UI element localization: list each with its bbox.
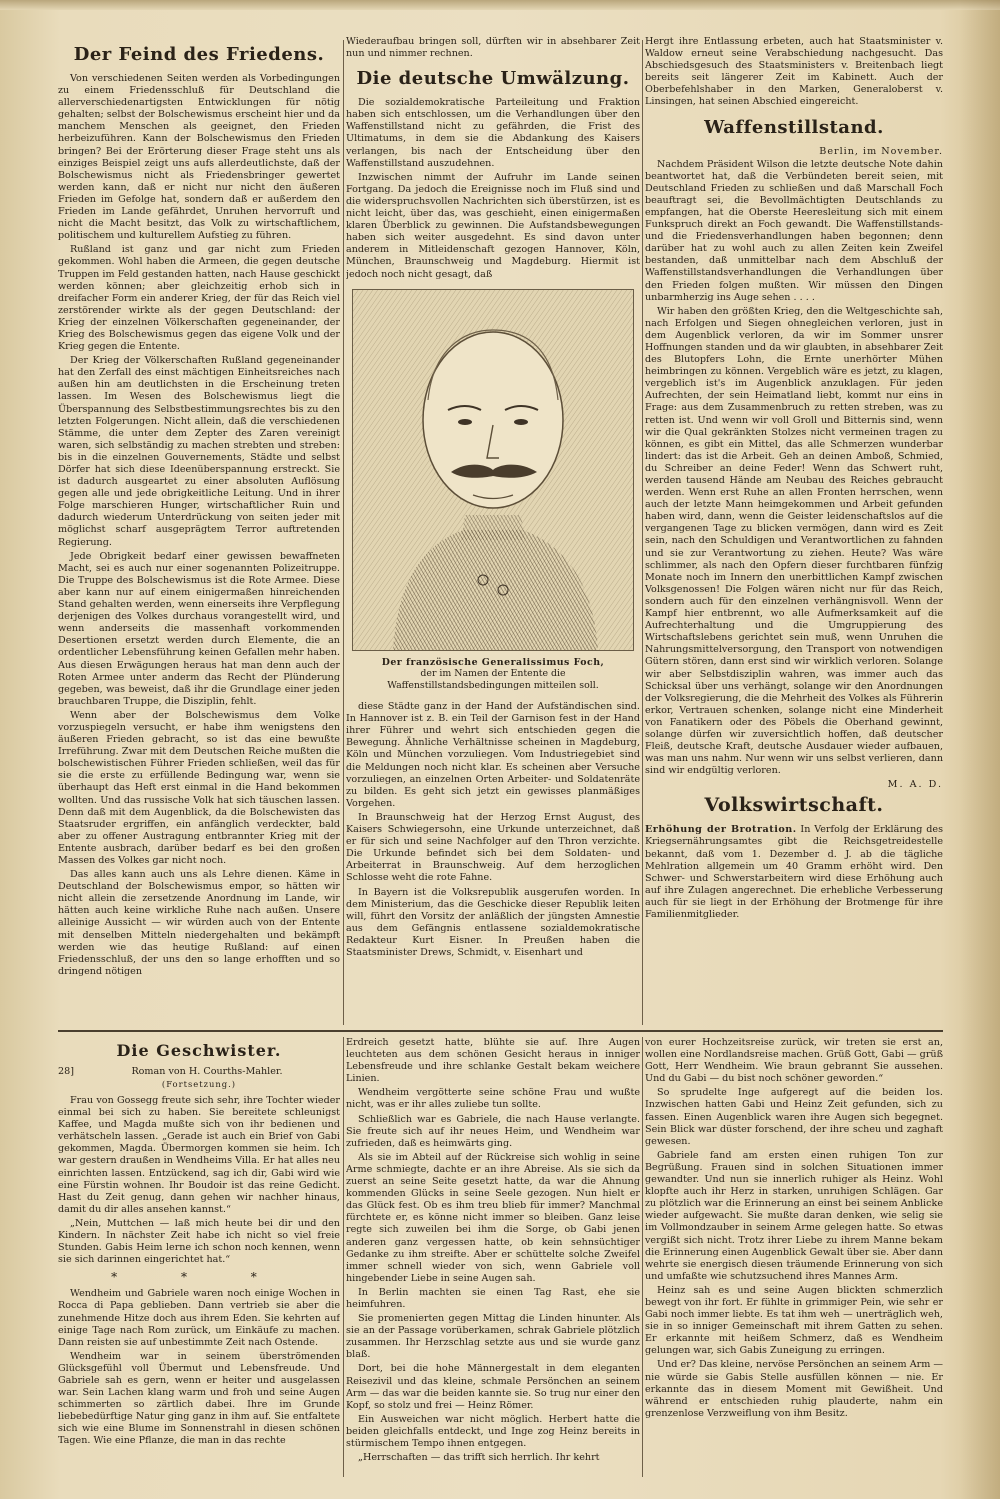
paragraph: Die sozialdemokratische Parteileitung und Fraktion haben sich entschlossen, um die Verhandlungen über den Waffenstillstand nicht zu gefährden, die Frist des Ultimatums, in dem sie die Abdankung des Kaisers verlangen, bis nach der Entscheidung über den Waffenstillstand auszudehnen. — [346, 97, 640, 169]
paragraph: Heinz sah es und seine Augen blickten schmerzlich bewegt von ihr fort. Er fühlte in grimmiger Pein, wie sehr er Gabi noch immer liebte. Es tat ihm weh — unerträglich weh, sie in so inniger Gemeinschaft mit ihrem Gatten zu sehen. Er erkannte mit heißem Schmerz, daß es Wendheim gelungen war, sich Gabis Zuneigung zu erringen. — [645, 1284, 943, 1357]
installment-number: 28] — [58, 1066, 74, 1077]
paragraph: So sprudelte Inge aufgeregt auf die beiden los. Inzwischen hatten Gabi und Heinz Zeit gefunden, sich zu fassen. Einen Augenblick waren ihre Augen sich begegnet. Sein Blick war düster forschend, der ihre scheu und zaghaft gewesen. — [645, 1087, 943, 1147]
column-waffenstillstand — [645, 36, 943, 1036]
paragraph: Wenn aber der Bolschewismus dem Volke vorzuspiegeln versucht, er habe ihm wenigstens den äußeren Frieden gebracht, so ist das eine bewußte Irreführung. Zwar mit dem Deutschen Reiche mußten die bolschewistischen Führer Frieden schließen, weil das für sie die erste zu erfüllende Bedingung war, wenn sie überhaupt das Heft erst einmal in die Hand bekommen wollten. Und das russische Volk hat sich täuschen lassen. Denn daß mit dem Augenblick, da die Bolschewisten das Staatsruder ergriffen, ein anfänglich verdeckter, bald aber zu offener Austragung entbrannter Krieg mit der Entente ausbrach, darüber bedarf es bei den großen Massen des Volkes gar nicht noch. — [58, 709, 340, 866]
paragraph: Dort, bei die hohe Männergestalt in dem eleganten Reisezivil und das kleine, schmale Persönchen an seinem Arm — das war die beiden kannte sie. So trug nur einer den Kopf, so stolz und frei — Heinz Römer. — [346, 1363, 640, 1411]
paragraph: von eurer Hochzeitsreise zurück, wir treten sie erst an, wollen eine Nordlandsreise machen. Grüß Gott, Gabi — grüß Gott, Herr Wendheim. Wie braun gebrannt Sie aussehen. Und du Gabi — du bist noch schöner geworden.“ — [645, 1037, 943, 1085]
column-divider — [343, 1037, 344, 1477]
dateline: Berlin, im November. — [819, 145, 943, 157]
paragraph: Erdreich gesetzt hatte, blühte sie auf. Ihre Augen leuchteten aus dem schönen Gesicht heraus in inniger Lebensfreude und ihre schlanke Gestalt bekam weichere Linien. — [346, 1037, 640, 1085]
novel-column-3 — [645, 1037, 943, 1477]
econ-notice — [645, 824, 943, 921]
paragraph: Schließlich war es Gabriele, die nach Hause verlangte. Sie freute sich auf ihr neues Heim, und Wendheim war zufrieden, daß es heimwärts ging. — [346, 1113, 640, 1149]
page-top-edge — [0, 0, 1000, 10]
paragraph: Ein Ausweichen war nicht möglich. Herbert hatte die beiden gleichfalls entdeckt, und Inge zog Heinz bereits in stürmischem Tempo ihnen entgegen. — [346, 1413, 640, 1449]
econ-headline: Erhöhung der Brotration. — [645, 824, 797, 836]
paragraph: Wendheim war in seinem überströmenden Glücksgefühl voll Übermut und Lebensfreude. Und Gabriele sah es gern, wenn er heiter und ausgelassen war. Sein Lachen klang warm und froh und seine Augen schimmerten so zärtlich dabei. Ihre im Grunde liebebedürftige Natur ging ganz in ihm auf. Sie entfaltete sich wie eine Blume im Sonnenstrahl in diesen schönen Tagen. Wie eine Pflanze, die man in das rechte — [58, 1350, 340, 1447]
paragraph: Der Krieg der Völkerschaften Rußland gegeneinander hat den Zerfall des einst mächtigen Einheitsreiches nach außen hin am deutlichsten in die Erscheinung treten lassen. Im Wesen des Bolschewismus liegt die Überspannung des Selbstbestimmungsrechtes bis zu den letzten Folgerungen. Nicht allein, daß die verschiedenen Stämme, die unter dem Zepter des Zaren vereinigt waren, sich selbständig zu machen strebten und streben: bis in die einzelnen Gouvernements, Städte und selbst Dörfer hat sich diese Ideenüberspannung erstreckt. Sie ist dadurch ausgeartet zu einer absoluten Auflösung gegen alle und jede obrigkeitliche Leitung. Und in ihrer Folge marschieren Hunger, wirtschaftlicher Ruin und dadurch wiederum Unterdrückung von seiten jeder mit möglichst scharf ausgeprägtem Terror auftretenden Regierung. — [58, 355, 340, 548]
paragraph: Rußland ist ganz und gar nicht zum Frieden gekommen. Wohl haben die Armeen, die gegen deutsche Truppen im Feld gestanden hatten, nach Hause geschickt werden können; aber gleichzeitig erhob sich in dreifacher Form ein anderer Krieg, der für das Reich viel zerstörender wirkte als der gegen Deutschland: der Krieg der einzelnen Völkerschaften gegeneinander, der Krieg des Bolschewismus gegen das eigene Volk und der Krieg gegen die Entente. — [58, 244, 340, 353]
econ-text: In Verfolg der Erklärung des Kriegsernährungsamtes gibt die Reichsgetreidestelle bekannt, daß vom 1. Dezember d. J. ab die tägliche Mehlration allgemein um 40 Gramm erhöht wird. Den Schwer- und Schwerstarbeitern wird diese Erhöhung auch auf ihre Zulagen angerechnet. Die erhebliche Verbesserung auch für sie liegt in der Erhöhung der Brotmenge für ihre Familienmitglieder. — [645, 824, 943, 920]
paragraph: Sie promenierten gegen Mittag die Linden hinunter. Als sie an der Passage vorüberkamen, schrak Gabriele plötzlich zusammen. Ihr Herzschlag setzte aus und sie wurde ganz blaß. — [346, 1313, 640, 1361]
novel-byline-row — [58, 1066, 340, 1077]
paragraph: Nachdem Präsident Wilson die letzte deutsche Note dahin beantwortet hat, daß die Verbündeten bereit seien, mit Deutschland Frieden zu schließen und daß Marschall Foch beauftragt sei, die Bevollmächtigten Deutschlands zu empfangen, hat die Oberste Heeresleitung sich mit einem Funkspruch direkt an Foch gewandt. Die Waffenstillstands- und die Friedensverhandlungen haben begonnen; denn darüber hat zu wohl auch zu allen Zeiten kein Zweifel bestanden, daß unmittelbar nach dem Abschluß der Waffenstillstandsverhandlungen die Verhandlungen über den Frieden folgen mußten. Wir müssen den Dingen unbarmherzig ins Auge sehen . . . . — [645, 158, 943, 303]
paragraph-carry: Wiederaufbau bringen soll, dürften wir in absehbarer Zeit nun und nimmer rechnen. — [346, 36, 640, 60]
paragraph: Das alles kann auch uns als Lehre dienen. Käme in Deutschland der Bolschewismus empor, so hätten wir nicht allein die zersetzende Anordnung im Lande, wir hätten auch keine wirkliche Ruhe nach außen. Unsere alleinige Aussicht — wir würden auch von der Entente mit denselben Mitteln niedergehalten und bekämpft werden wie das heutige Rußland: auf einen Friedensschluß, der uns den so lange erhofften und so dringend nötigen — [58, 869, 340, 977]
column-deutsche-umwaelzung — [346, 36, 640, 1036]
paragraph: Frau von Gossegg freute sich sehr, ihre Tochter wieder einmal bei sich zu haben. Sie bereitete schleunigst Kaffee, und Magda mußte sich von ihr bedienen und verhätscheln lassen. „Gerade ist auch ein Brief von Gabi gekommen, Magda. Übermorgen kommen sie heim. Ich war gestern draußen in Wendheims Villa. Er hat alles neu einrichten lassen. Entzückend, sag ich dir, Gabi wird wie eine Fürstin wohnen. Ihr Boudoir ist das reine Gedicht. Hast du Zeit genug, dann gehen wir nachher hinaus, damit du dir alles ansehen kannst.“ — [58, 1095, 340, 1215]
novel-title: Die Geschwister. — [116, 1041, 282, 1060]
paragraph: Als sie im Abteil auf der Rückreise sich wohlig in seine Arme schmiegte, dachte er an ihre Abreise. Als sie sich da zuerst an seine Seite gesetzt hatte, da war die Ahnung kommenden Glücks in seine Seele gezogen. Nun hielt er das Glück fest. Ob es ihm treu blieb für immer? Manchmal fürchtete er, es könne nicht immer so bleiben. Ganz leise regte sich zuweilen bei ihm die Sorge, ob Gabi jenen anderen ganz vergessen hatte, ob kein sehnsüchtiger Gedanke zu ihm streifte. Aber er schüttelte solche Zweifel immer schnell wieder von sich, wenn Gabriele voll hingebender Liebe in seine Augen sah. — [346, 1151, 640, 1284]
paragraph: In Berlin machten sie einen Tag Rast, ehe sie heimfuhren. — [346, 1286, 640, 1310]
article-title-umwaelzung: Die deutsche Umwälzung. — [356, 68, 630, 90]
novel-column-1 — [58, 1037, 340, 1477]
paragraph: Wendheim und Gabriele waren noch einige Wochen in Rocca di Papa geblieben. Dann vertrieb sie aber die zunehmende Hitze doch aus ihrem Eden. Sie kehrten auf einige Tage nach Rom zurück, um Einkäufe zu machen. Dann reisten sie auf unbestimmte Zeit nach Ostende. — [58, 1288, 340, 1348]
paragraph: Jede Obrigkeit bedarf einer gewissen bewaffneten Macht, sei es auch nur einer sogenannten Polizeitruppe. Die Truppe des Bolschewismus ist die Rote Armee. Diese aber kann nur auf einem einigermaßen hinreichenden Stand gehalten werden, wenn einerseits ihre Verpflegung derjenigen des Volkes durchaus vorangestellt wird, und wenn anderseits die massenhaft vorkommenden Desertionen ersetzt werden durch Elemente, die an ordentlicher Lebensführung keinen Gefallen mehr haben. Aus diesen Erwägungen heraus hat man denn auch der Roten Armee unter anderm das Recht der Plünderung gegeben, was beweist, daß ihr die Grundlage einer jeden brauchbaren Truppe, die Disziplin, fehlt. — [58, 550, 340, 707]
column-feind-des-friedens — [58, 36, 340, 1036]
section-divider — [58, 1030, 943, 1032]
paragraph: Wir haben den größten Krieg, den die Weltgeschichte sah, nach Erfolgen und Siegen ohnegleichen verloren, just in dem Augenblick verloren, da wir im Sommer unsrer Hoffnungen standen und da wir glaubten, in absehbarer Zeit des Blutopfers Lohn, die Ernte unerhörter Mühen heimbringen zu können. Vergeblich wäre es jetzt, zu klagen, vergeblich ist's im Augenblick anzuklagen. Für jeden Aufrechten, der sein Heimatland liebt, kommt nur eins in Frage: aus dem Zusammenbruch zu retten streben, was zu retten ist. Und wenn wir voll Groll und Bitternis sind, wenn wir die Qual gekränkten Stolzes nicht vermeinen tragen zu können, es gibt ein Mittel, das alle Schmerzen wunderbar lindert: das ist die Arbeit. Geh an deinen Amboß, Schmied, du Schreiber an deine Feder! Wenn das Schwert ruht, werden tausend Hände am Neubau des Reiches gebraucht werden. Wenn erst Ruhe an allen Fronten herrschen, wenn auch der letzte Mann heimgekommen und Arbeit gefunden haben wird, dann, wenn die Geister leidenschaftslos auf die vergangenen Tage zu blicken vermögen, dann wird es Zeit sein, nach den Schuldigen und Verantwortlichen zu fahnden und sie zur Verantwortung zu ziehen. Heute? Was wäre schlimmer, als nach den Opfern dieser furchtbaren fünfzig Monate noch im Innern den unerbittlichen Kampf zwischen Volksgenossen! Die Folgen wären nicht nur für das Reich, sondern auch für den einzelnen verhängnisvoll. Wenn der Kampf hier entbrennt, wo alle Aufmerksamkeit auf die Aufrechterhaltung und die Umgruppierung des Wirtschaftslebens gerichtet sein muß, wenn Unruhen die Nahrungsmittelversorgung, den Transport von notwendigen Gütern stören, dann erst sind wir wirklich verloren. Solange wir aber Selbstdisziplin wahren, was immer auch das Schicksal über uns verhängt, solange wir den Anordnungen der Volksregierung, die die Mehrheit des Volkes als Führerin erkor, Vertrauen schenken, solange nicht eine Minderheit von Fanatikern oder des Pöbels die Oberhand gewinnt, solange dürfen wir zuversichtlich hoffen, daß deutscher Fleiß, deutsche Kraft, deutsche Ausdauer wieder aufbauen, was man uns nahm. Nur wenn wir uns selbst verlieren, dann sind wir endgültig verloren. — [645, 305, 943, 777]
paragraph: Von verschiedenen Seiten werden als Vorbedingungen zu einem Friedensschluß für Deutschland die allerverschiedenartigsten Entwicklungen für nötig gehalten; selbst der Bolschewismus erscheint hier und da manchem Menschen als geeignet, den Frieden herbeizuführen. Kann der Bolschewismus den Frieden bringen? Bei der Erörterung dieser Frage steht uns als einziges Beispiel zeigt uns aufs allerdeutlichste, daß der Bolschewismus nicht als Friedensbringer gewertet werden kann, daß er nicht nur nicht den äußeren Frieden im Gefolge hat, sondern daß er außerdem den Frieden im Lande gefährdet, Unruhen hervorruft und nicht die Macht besitzt, das Volk zu wirtschaftlichem, politischem und kulturellem Aufstieg zu führen. — [58, 73, 340, 242]
novel-byline: Roman von H. Courths-Mahler. — [131, 1066, 283, 1077]
paragraph: Gabriele fand am ersten einen ruhigen Ton zur Begrüßung. Frauen sind in solchen Situationen immer gewandter. Und nun sie innerlich ruhiger als Heinz. Wohl klopfte auch ihr Herz in starken, unruhigen Schlägen. Gar zu plötzlich war die Erinnerung an einst bei seinem Anblicke wieder aufgewacht. Sie mußte daran denken, wie selig sie im Vollmondzauber in seinem Arme gelegen hatte. So etwas vergißt sich nicht. Trotz ihrer Liebe zu ihrem Manne bekam die Erinnerung einen Augenblick Gewalt über sie. Aber dann wehrte sie energisch diesen träumende Erinnerung von sich und umfaßte wie schutzsuchend ihres Mannes Arm. — [645, 1149, 943, 1282]
author-signature: M. A. D. — [887, 779, 943, 791]
paragraph: Wendheim vergötterte seine schöne Frau und wußte nicht, was er ihr alles zuliebe tun sollte. — [346, 1087, 640, 1111]
paragraph: In Bayern ist die Volksrepublik ausgerufen worden. In dem Ministerium, das die Geschicke dieser Republik leiten will, führt den Vorsitz der anläßlich der jüngsten Amnestie aus dem Gefängnis entlassene sozialdemokratische Redakteur Kurt Eisner. In Preußen haben die Staatsminister Drews, Schmidt, v. Eisenhart und — [346, 886, 640, 958]
paragraph: Inzwischen nimmt der Aufruhr im Lande seinen Fortgang. Da jedoch die Ereignisse noch im Fluß sind und die widerspruchsvollen Nachrichten sich überstürzen, ist es nicht leicht, über das, was geschieht, einen einigermaßen klaren Überblick zu gewinnen. Die Aufstandsbewegungen haben sich weiter ausgedehnt. Es sind davon unter anderem in Mitleidenschaft gezogen Hannover, Köln, München, Braunschweig und Magdeburg. Hiermit ist jedoch noch nicht gesagt, daß — [346, 171, 640, 280]
section-title-volkswirtschaft: Volkswirtschaft. — [704, 794, 884, 817]
caption-title: Der französische Generalissimus Foch, — [381, 656, 605, 668]
paragraph: Und er? Das kleine, nervöse Persönchen an seinem Arm — nie würde sie Gabis Stelle ausfüllen können — nie. Er erkannte das in diesem Moment mit Gewißheit. Und während er entschieden ruhig plauderte, nahm ein grenzenlose Verzweiflung von ihm Besitz. — [645, 1359, 943, 1419]
paragraph: „Nein, Muttchen — laß mich heute bei dir und den Kindern. In nächster Zeit habe ich nicht so viel freie Stunden. Gabis Heim lerne ich schon noch kennen, wenn sie sich darinnen eingerichtet hat.“ — [58, 1217, 340, 1266]
column-divider — [642, 40, 643, 1025]
novel-continuation: (Fortsetzung.) — [161, 1079, 237, 1089]
article-title-feind: Der Feind des Friedens. — [73, 44, 325, 65]
caption-text: der im Namen der Entente die Waffenstillstandsbedingungen mitteilen soll. — [387, 668, 599, 691]
foch-portrait-image — [352, 289, 634, 651]
article-title-waffenstillstand: Waffenstillstand. — [704, 116, 884, 138]
paragraph-carry: Hergt ihre Entlassung erbeten, auch hat Staatsminister v. Waldow erneut seine Verabschiedung nachgesucht. Das Abschiedsgesuch des Staatsministers v. Breitenbach liegt bereits seit längerer Zeit im Kabinett. Auch der Oberbefehlshaber in den Marken, Generaloberst v. Linsingen, hat seinen Abschied eingereicht. — [645, 36, 943, 108]
column-divider — [642, 1037, 643, 1477]
portrait-engraving — [353, 290, 633, 650]
novel-column-2 — [346, 1037, 640, 1477]
paragraph: „Herrschaften — das trifft sich herrlich. Ihr kehrt — [358, 1452, 600, 1464]
paragraph: diese Städte ganz in der Hand der Aufständischen sind. In Hannover ist z. B. ein Teil der Garnison fest in der Hand ihrer Führer und wehrt sich entschieden gegen die Bewegung. Ähnliche Verhältnisse scheinen in Magdeburg, Köln und München vorzuliegen. Vom Industriegebiet sind die Meldungen noch nicht klar. Es scheinen aber Versuche vorzuliegen, an einzelnen Orten Arbeiter- und Soldatenräte zu bilden. Es geht sich jetzt ein gewisses planmäßiges Vorgehen. — [346, 701, 640, 809]
portrait-caption — [350, 657, 636, 692]
paragraph: In Braunschweig hat der Herzog Ernst August, des Kaisers Schwiegersohn, eine Urkunde unterzeichnet, daß er für sich und seine Nachfolger auf den Thron verzichte. Die Urkunde befindet sich bei dem Soldaten- und Arbeiterrat in Braunschweig. Auf dem herzoglichen Schlosse weht die rote Fahne. — [346, 811, 640, 884]
section-break-stars: * * * — [111, 1270, 287, 1285]
page-right-edge-shadow — [960, 0, 1000, 1499]
column-divider — [343, 40, 344, 1025]
